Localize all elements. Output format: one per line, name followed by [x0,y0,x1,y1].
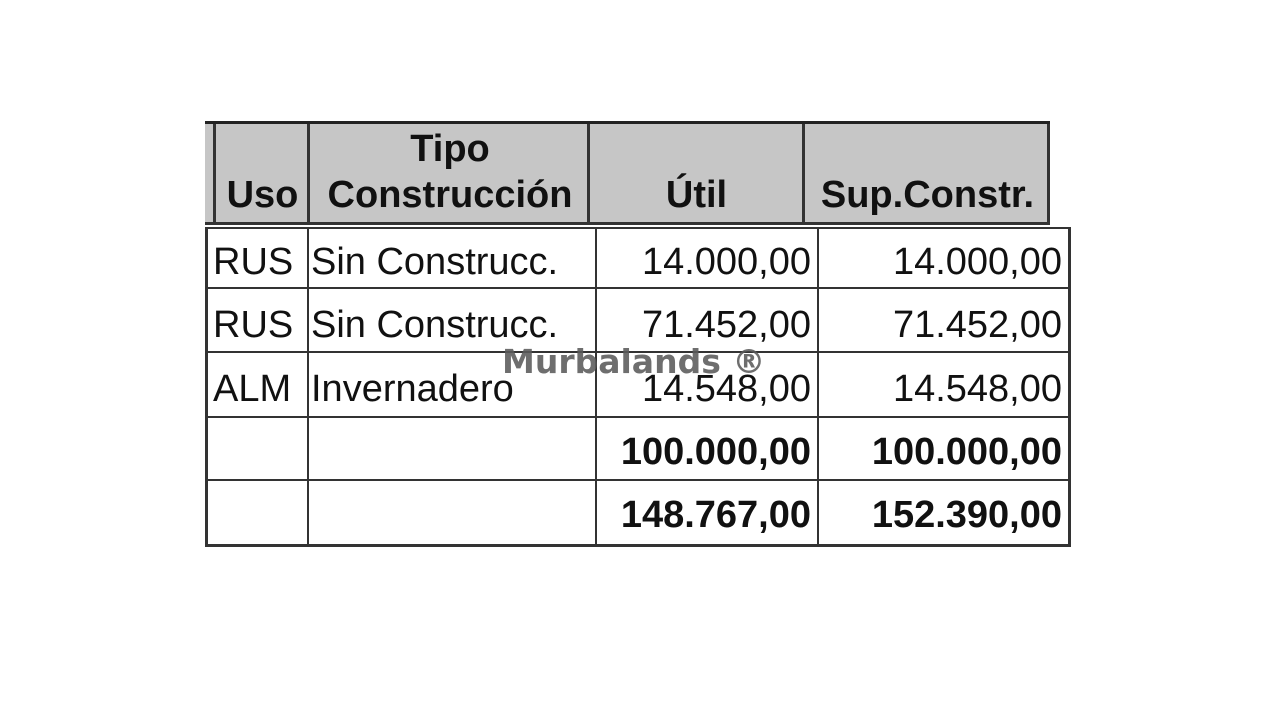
total-util: 148.767,00 [620,494,811,536]
total-util: 100.000,00 [620,431,811,473]
table-body [205,227,1071,547]
cell-tipo: Sin Construcc. [311,304,559,346]
cell-uso: RUS [213,304,294,346]
header-uso [216,124,309,222]
total-row [205,483,1071,547]
header-divider [1047,124,1050,222]
header-tipo-line1: Tipo [410,128,490,170]
cell-sup-constr: 71.452,00 [892,304,1062,346]
header-util [590,124,803,222]
cell-uso: RUS [213,241,294,283]
cell-util: 71.452,00 [641,304,811,346]
cell-util: 14.000,00 [641,241,811,283]
total-row [205,420,1071,484]
total-sup-constr: 100.000,00 [871,431,1062,473]
cell-tipo: Sin Construcc. [311,241,559,283]
cell-sup-constr: 14.548,00 [892,368,1062,410]
header-sup-constr [805,124,1050,222]
row-divider [205,227,1071,229]
cell-uso: ALM [213,368,292,410]
header-uso-label: Uso [226,174,299,216]
total-sup-constr: 152.390,00 [871,494,1062,536]
header-tipo-line2: Construcción [327,174,573,216]
header-util-label: Útil [665,174,728,216]
cell-tipo: Invernadero [311,368,514,410]
header-tipo-construccion [310,124,590,222]
cell-util: 14.548,00 [641,368,811,410]
table-header [205,121,1050,225]
watermark: Murbalands ® [502,342,766,381]
cell-sup-constr: 14.000,00 [892,241,1062,283]
table-row [205,230,1071,294]
header-sup-constr-label: Sup.Constr. [820,174,1035,216]
